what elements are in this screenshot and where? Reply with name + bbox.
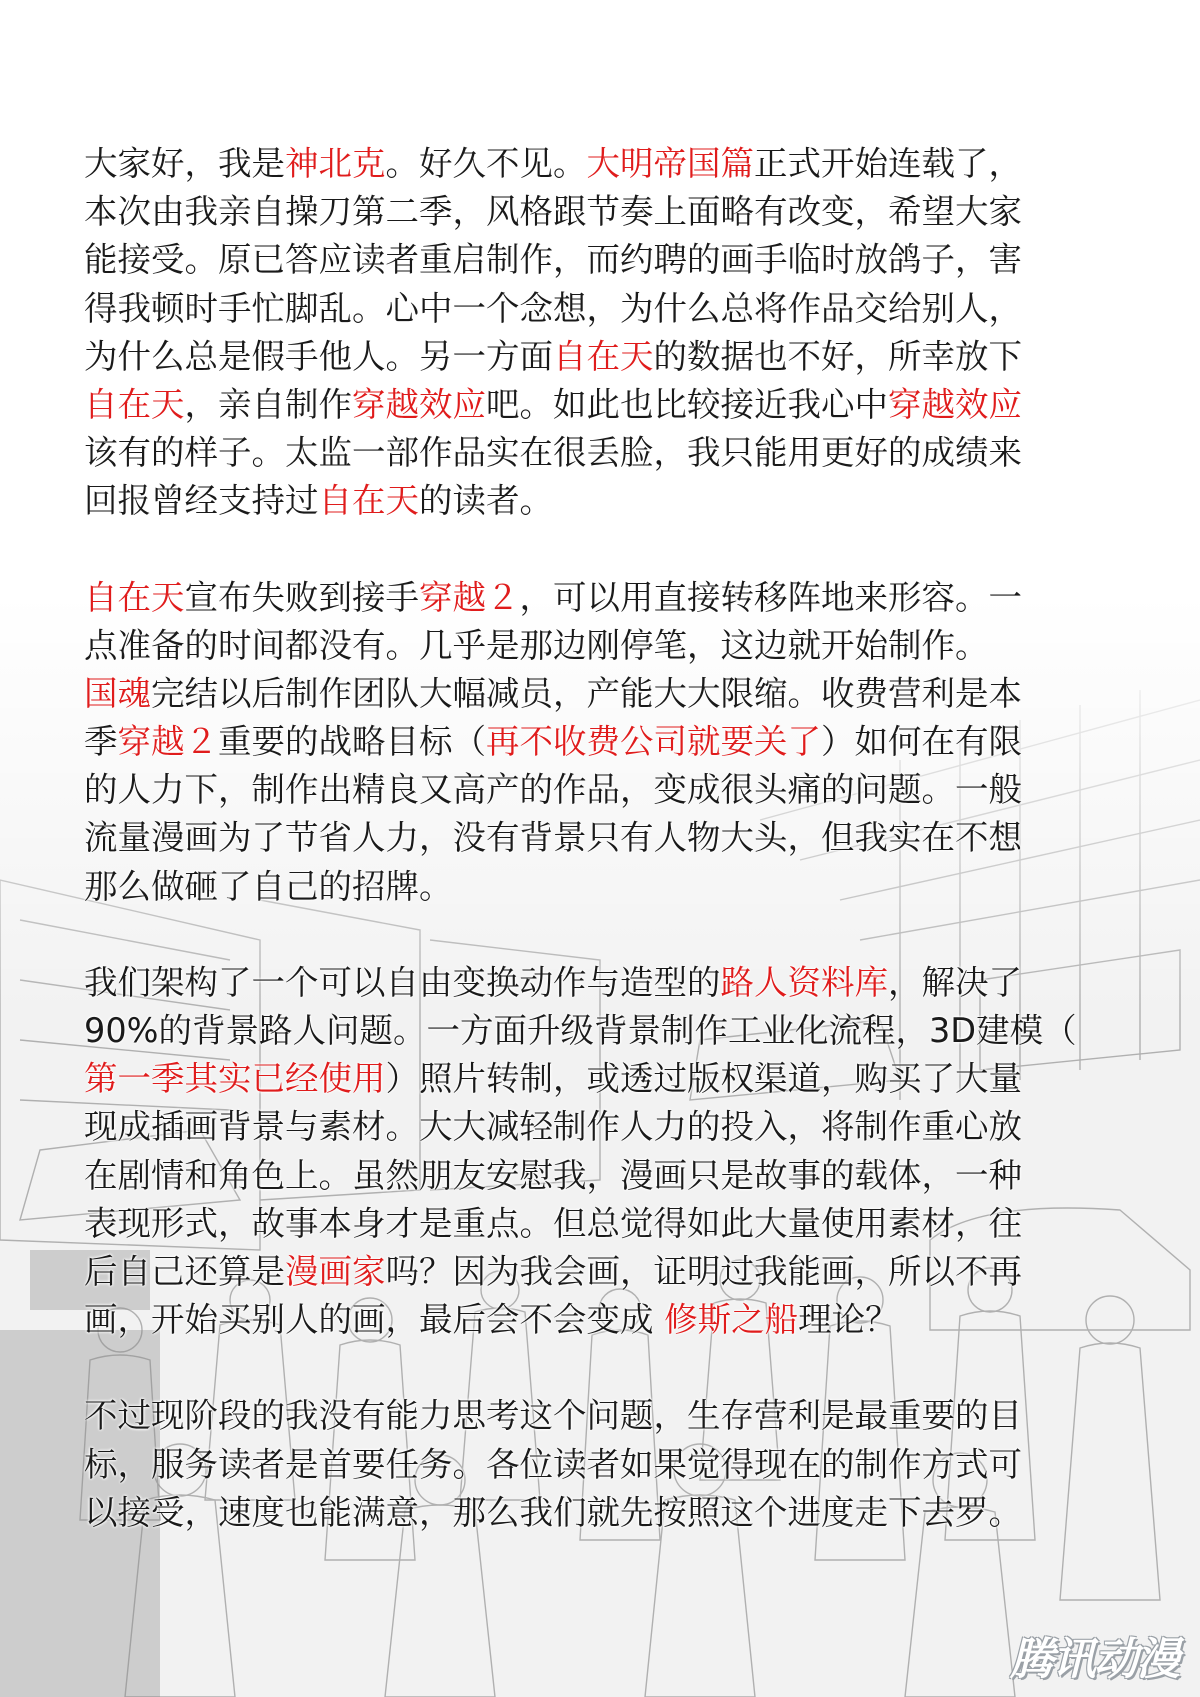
text-line xyxy=(84,1392,1124,1440)
text-segment: 的读者。 xyxy=(419,481,553,521)
text-line xyxy=(84,236,1124,284)
text-line xyxy=(84,285,1124,333)
text-line xyxy=(84,574,1124,622)
text-segment: 为什么总是假手他人。另一方面 xyxy=(84,336,553,376)
text-segment: 得我顿时手忙脚乱。心中一个念想，为什么总将作品交给别人， xyxy=(84,288,1022,328)
text-line xyxy=(84,1200,1124,1248)
text-line xyxy=(84,477,1124,525)
text-segment: 的数据也不好，所幸放下 xyxy=(653,336,1022,376)
highlighted-term: 神北克 xyxy=(285,144,386,183)
text-line xyxy=(84,429,1124,477)
text-segment: 能接受。原已答应读者重启制作，而约聘的画手临时放鸽子，害 xyxy=(84,240,1022,280)
text-line xyxy=(84,814,1124,862)
text-segment: ）如何在有限 xyxy=(821,722,1022,762)
text-segment: 完结以后制作团队大幅减员，产能大大限缩。收费营利是本 xyxy=(151,673,1022,713)
highlighted-term: 修斯之船 xyxy=(664,1300,799,1340)
text-line xyxy=(84,959,1124,1007)
highlighted-term: 穿越２ xyxy=(419,577,520,617)
text-segment: 表现形式，故事本身才是重点。但总觉得如此大量使用素材，往 xyxy=(84,1203,1022,1243)
highlighted-term: 路人资料库 xyxy=(720,962,888,1002)
text-segment: 点准备的时间都没有。几乎是那边刚停笔，这边就开始制作。 xyxy=(84,625,989,665)
text-segment: 吗？因为我会画，证明过我能画，所以不再 xyxy=(385,1251,1022,1291)
highlighted-term: 自在天 xyxy=(553,336,654,376)
highlighted-term: 自在天 xyxy=(84,384,185,424)
highlighted-term: 第一季其实已经使用 xyxy=(84,1059,386,1099)
article-body xyxy=(84,140,1124,1585)
text-segment: ）照片转制，或透过版权渠道，购买了大量 xyxy=(385,1059,1022,1099)
text-segment: 90%的背景路人问题。一方面升级背景制作工业化流程，3D建模（ xyxy=(84,1011,1077,1050)
text-segment: 画，开始买别人的画，最后会不会变成 xyxy=(84,1300,665,1340)
paragraph xyxy=(84,574,1124,911)
highlighted-term: 国魂 xyxy=(84,673,151,713)
highlighted-term: 自在天 xyxy=(318,481,419,521)
text-line xyxy=(84,718,1124,766)
text-segment: 的人力下，制作出精良又高产的作品，变成很头痛的问题。一般 xyxy=(84,770,1022,810)
text-line xyxy=(84,381,1124,429)
text-segment: 该有的样子。太监一部作品实在很丢脸，我只能用更好的成绩来 xyxy=(84,433,1022,473)
highlighted-term: 穿越效应 xyxy=(352,384,486,424)
paragraph xyxy=(84,140,1124,526)
paragraph xyxy=(84,959,1124,1345)
text-segment: 那么做砸了自己的招牌。 xyxy=(84,866,453,906)
text-line xyxy=(84,333,1124,381)
highlighted-term: 自在天 xyxy=(84,577,185,617)
text-line xyxy=(84,140,1124,188)
text-segment: 现成插画背景与素材。大大减轻制作人力的投入，将制作重心放 xyxy=(84,1107,1022,1147)
text-line xyxy=(84,1055,1124,1103)
watermark-logo: 腾讯动漫 xyxy=(1010,1634,1178,1685)
highlighted-term: 漫画家 xyxy=(285,1251,386,1291)
text-segment: 在剧情和角色上。虽然朋友安慰我，漫画只是故事的载体，一种 xyxy=(84,1155,1022,1195)
text-line xyxy=(84,1007,1124,1055)
text-segment: 吧。如此也比较接近我心中 xyxy=(486,384,888,424)
paragraph xyxy=(84,1392,1124,1537)
text-segment: 流量漫画为了节省人力，没有背景只有人物大头，但我实在不想 xyxy=(84,818,1022,858)
text-line xyxy=(84,1248,1124,1296)
text-segment: 回报曾经支持过 xyxy=(84,481,319,521)
text-line xyxy=(84,1489,1124,1537)
text-line xyxy=(84,188,1124,236)
text-segment: 标，服务读者是首要任务。各位读者如果觉得现在的制作方式可 xyxy=(84,1444,1022,1484)
text-line xyxy=(84,670,1124,718)
highlighted-term: 再不收费公司就要关了 xyxy=(486,722,821,762)
text-segment: 理论？ xyxy=(798,1300,899,1340)
text-segment: 本次由我亲自操刀第二季，风格跟节奏上面略有改变，希望大家 xyxy=(84,192,1022,232)
text-line xyxy=(84,1296,1124,1344)
text-line xyxy=(84,863,1124,911)
highlighted-term: 穿越效应 xyxy=(888,384,1022,424)
text-segment: 后自己还算是 xyxy=(84,1251,285,1291)
text-line xyxy=(84,766,1124,814)
text-segment: 宣布失败到接手 xyxy=(184,577,419,617)
text-segment: 重要的战略目标（ xyxy=(218,722,486,762)
text-segment: 。好久不见。 xyxy=(385,144,587,183)
text-segment: 正式开始连载了， xyxy=(754,144,1022,183)
text-segment: 大家好，我是 xyxy=(84,144,285,183)
text-segment: ，可以用直接转移阵地来形容。一 xyxy=(519,577,1022,617)
text-segment: 我们架构了一个可以自由变换动作与造型的 xyxy=(84,962,721,1002)
text-segment: ，亲自制作 xyxy=(184,384,352,424)
text-segment: ，解决了 xyxy=(888,962,1022,1002)
text-line xyxy=(84,622,1124,670)
highlighted-term: 大明帝国篇 xyxy=(586,144,754,183)
text-segment: 不过现阶段的我没有能力思考这个问题，生存营利是最重要的目 xyxy=(84,1396,1022,1436)
text-segment: 季 xyxy=(84,722,118,762)
text-line xyxy=(84,1103,1124,1151)
text-line xyxy=(84,1152,1124,1200)
highlighted-term: 穿越２ xyxy=(117,722,218,762)
text-segment: 以接受，速度也能满意，那么我们就先按照这个进度走下去罗。 xyxy=(84,1492,1022,1532)
text-line xyxy=(84,1441,1124,1489)
